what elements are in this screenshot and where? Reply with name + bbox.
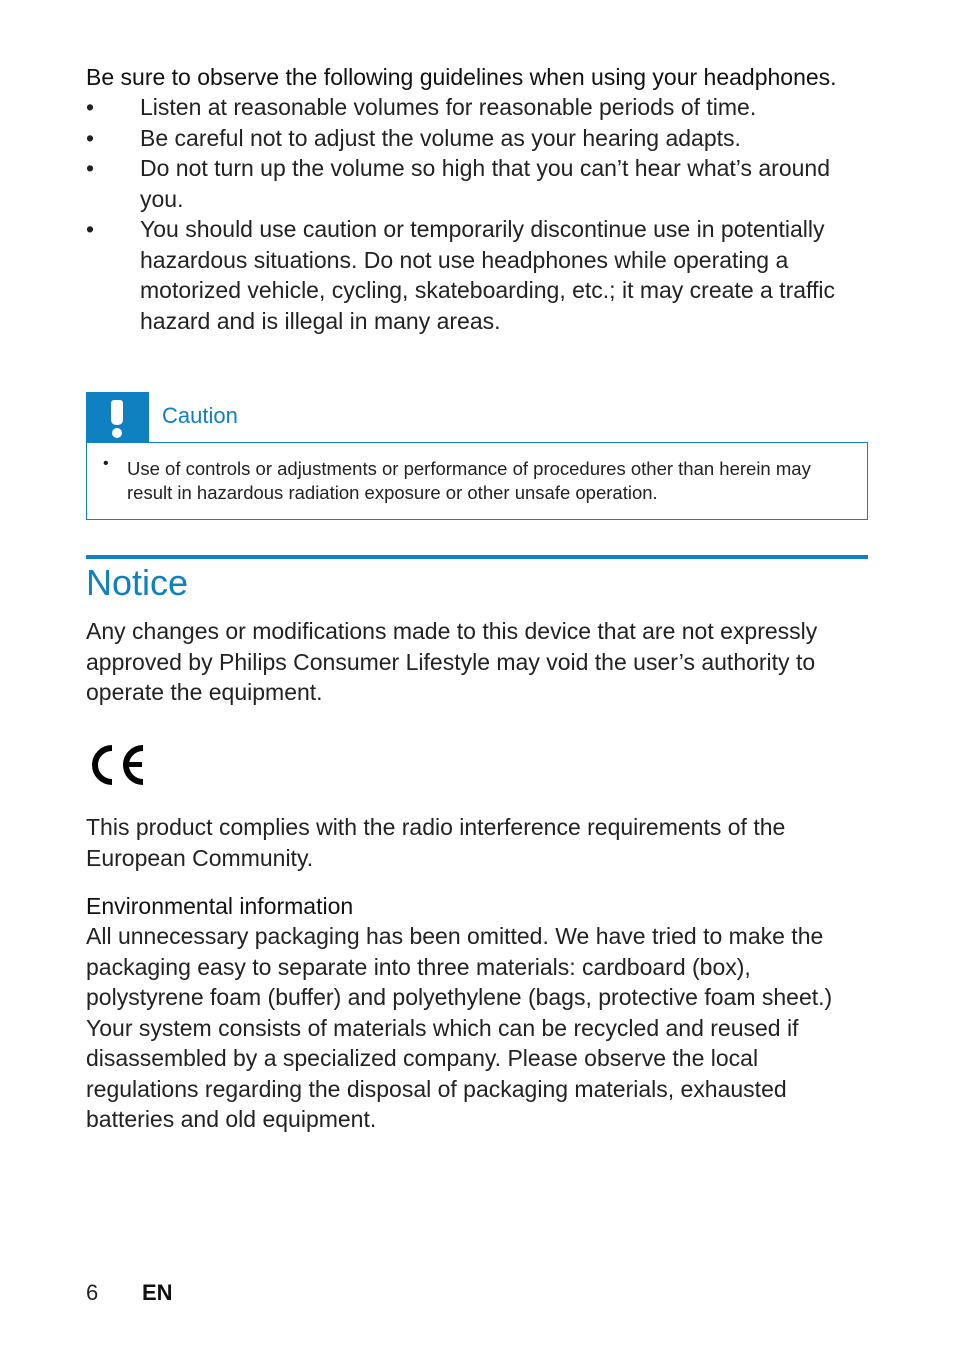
- page-number: 6: [86, 1280, 99, 1305]
- environment-paragraph: All unnecessary packaging has been omitted. We have tried to make the packaging easy to separate into three materials: cardboard (box), polystyrene foam (buffer) and polyethylene (bags, protective foam sheet.) Your system consists of materials which can be recycled and reused if disassembled by a specialized company. Please observe the local regulations regarding the disposal of packaging materials, exhausted batteries and old equipment.: [86, 923, 833, 1132]
- list-item: [86, 153, 868, 214]
- guideline-text: Be careful not to adjust the volume as your hearing adapts.: [140, 124, 741, 151]
- caution-title: Caution: [162, 403, 238, 428]
- intro-text: Be sure to observe the following guidelines when using your headphones.: [86, 64, 837, 90]
- list-item: [86, 214, 868, 336]
- bullet-icon: •: [86, 94, 95, 120]
- notice-paragraph: Any changes or modifications made to this device that are not expressly approved by Philips Consumer Lifestyle may void the user’s authority to operate the equipment.: [86, 618, 818, 705]
- language-code: EN: [142, 1280, 173, 1305]
- guideline-text: Listen at reasonable volumes for reasonable periods of time.: [140, 94, 757, 120]
- list-item: [86, 92, 868, 123]
- caution-text: Use of controls or adjustments or performance of procedures other than herein may result in hazardous radiation exposure or other unsafe operation.: [127, 458, 811, 503]
- environment-title: Environmental information: [86, 893, 354, 919]
- page-content: [86, 62, 868, 1132]
- section-divider: [86, 555, 868, 559]
- caution-body: [86, 442, 868, 520]
- bullet-icon: •: [86, 216, 95, 242]
- bullet-icon: •: [86, 155, 95, 181]
- exclamation-icon: [86, 392, 149, 442]
- bullet-icon: •: [86, 124, 95, 151]
- caution-box: [86, 392, 868, 520]
- page-footer: [86, 1280, 173, 1306]
- guideline-text: Do not turn up the volume so high that you can’t hear what’s around you.: [140, 155, 831, 212]
- bullet-icon: •: [103, 455, 109, 472]
- caution-header: [86, 392, 868, 442]
- guideline-text: You should use caution or temporarily discontinue use in potentially hazardous situations. Do not use headphones while operating a motorized vehicle, cycling, skateboarding, etc.; it may create a traffic hazard and is illegal in many areas.: [140, 216, 835, 334]
- section-title: Notice: [86, 562, 189, 603]
- ce-mark-icon: [86, 744, 148, 786]
- guideline-list: [86, 92, 868, 336]
- compliance-text: This product complies with the radio interference requirements of the European Community.: [86, 814, 786, 871]
- list-item: [86, 123, 868, 154]
